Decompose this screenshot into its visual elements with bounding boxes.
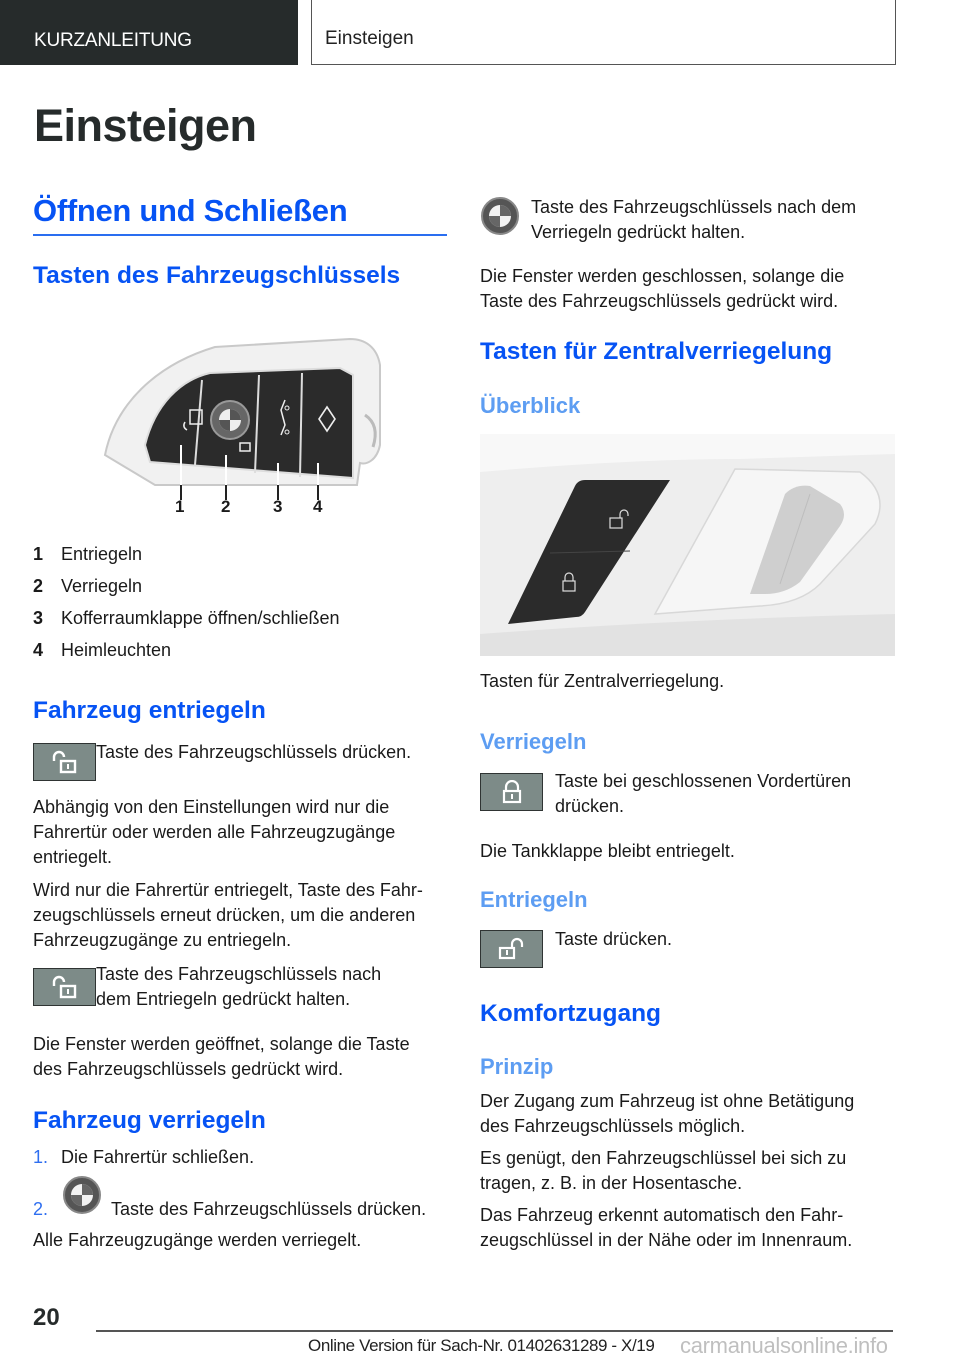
text-line: Taste des Fahrzeugschlüssels gedrückt wird. [480, 291, 839, 311]
lock-step-2 [33, 1197, 61, 1222]
callout-4: 4 [313, 497, 323, 516]
text-line: Die Fenster werden geschlossen, solange die [480, 266, 845, 286]
door-figure-caption: Tasten für Zentralverriegelung. [480, 671, 725, 691]
lock-step-2-text: Taste des Fahrzeugschlüssels drücken. [111, 1199, 427, 1219]
text-line: dem Entriegeln gedrückt halten. [96, 989, 351, 1009]
watermark: carmanualsonline.info [680, 1333, 888, 1358]
text-line: des Fahrzeugschlüssels möglich. [480, 1116, 746, 1136]
step-number: 1. [33, 1147, 49, 1167]
page-title: Einsteigen [34, 100, 257, 151]
page-number: 20 [33, 1304, 60, 1331]
legend-label: Kofferraumklappe öffnen/schließen [61, 607, 340, 628]
text-line: des Fahrzeugschlüssels gedrückt wird. [33, 1059, 344, 1079]
legend-number: 2 [33, 575, 44, 596]
section-tab-label: KURZANLEITUNG [34, 30, 192, 51]
lock-vehicle-heading: Fahrzeug verriegeln [33, 1107, 266, 1134]
step-text: Die Fahrertür schließen. [61, 1147, 255, 1167]
text-line: Das Fahrzeug erkennt automatisch den Fahr- [480, 1205, 844, 1225]
section-divider [33, 234, 447, 236]
text-line: drücken. [555, 796, 625, 816]
unlock-hold-button-icon [33, 968, 96, 1006]
unlock-vehicle-heading: Fahrzeug entriegeln [33, 697, 266, 724]
lock-windows-text [480, 264, 844, 314]
fuel-flap-text: Die Tankklappe bleibt entriegelt. [480, 841, 735, 861]
lock-hold-text [531, 195, 856, 245]
legend-item [33, 570, 340, 602]
text-line: Abhängig von den Einstellungen wird nur die [33, 797, 390, 817]
lock-step-1 [33, 1145, 254, 1170]
text-line: Taste des Fahrzeugschlüssels nach dem [531, 197, 857, 217]
legend-number: 1 [33, 543, 44, 564]
principle-paragraph-3 [480, 1203, 852, 1253]
section-tab [0, 0, 298, 65]
overview-heading: Überblick [480, 393, 581, 418]
principle-paragraph-2 [480, 1146, 846, 1196]
unlock-paragraph-1 [33, 795, 395, 870]
legend-number: 4 [33, 639, 44, 660]
unlock-hold-text [96, 962, 381, 1012]
chapter-tab-label: Einsteigen [325, 28, 414, 49]
door-panel-figure [480, 434, 895, 656]
footer-version-text: Online Version für Sach-Nr. 01402631289 - X/19 [308, 1336, 655, 1355]
step-number: 2. [33, 1199, 49, 1219]
callout-3: 3 [273, 497, 283, 516]
unlock-icon [50, 974, 80, 1000]
text-line: Die Fenster werden geöffnet, solange die Taste [33, 1034, 410, 1054]
text-line: Taste bei geschlossenen Vordertüren [555, 771, 852, 791]
text-line: Der Zugang zum Fahrzeug ist ohne Betätigung [480, 1091, 855, 1111]
text-line: entriegelt. [33, 847, 113, 867]
principle-heading: Prinzip [480, 1054, 554, 1079]
text-line: zeugschlüssels erneut drücken, um die anderen [33, 905, 416, 925]
bmw-roundel-icon [480, 196, 520, 236]
unlock-paragraph-2 [33, 878, 423, 953]
text-line: Es genügt, den Fahrzeugschlüssel bei sich zu [480, 1148, 847, 1168]
bmw-roundel-icon [62, 1175, 102, 1215]
chapter-tab [311, 0, 896, 65]
lock-subheading: Verriegeln [480, 729, 587, 754]
key-fob-figure [95, 335, 390, 520]
legend-number: 3 [33, 607, 44, 628]
unlock-key-button-icon [33, 743, 96, 781]
text-line: Verriegeln gedrückt halten. [531, 222, 746, 242]
unlock-windows-text [33, 1032, 410, 1082]
legend-label: Verriegeln [61, 575, 143, 596]
text-line: Wird nur die Fahrertür entriegelt, Taste des Fahr- [33, 880, 423, 900]
central-unlock-button-icon [480, 930, 543, 968]
central-lock-text [555, 769, 851, 819]
principle-paragraph-1 [480, 1089, 854, 1139]
callout-2: 2 [221, 497, 231, 516]
lock-icon [501, 780, 523, 804]
unlock-icon-text: Taste des Fahrzeugschlüssels drücken. [96, 742, 412, 762]
unlock-icon [50, 749, 80, 775]
lock-result-text: Alle Fahrzeugzugänge werden verriegelt. [33, 1230, 362, 1250]
legend-item [33, 538, 340, 570]
text-line: Taste des Fahrzeugschlüssels nach [96, 964, 382, 984]
unlock-subheading: Entriegeln [480, 887, 588, 912]
text-line: tragen, z. B. in der Hosentasche. [480, 1173, 743, 1193]
footer-divider [96, 1330, 893, 1332]
section-heading: Öffnen und Schließen [33, 193, 348, 228]
text-line: Fahrzeugzugänge zu entriegeln. [33, 930, 292, 950]
central-locking-heading: Tasten für Zentralverriegelung [480, 338, 833, 365]
central-unlock-text: Taste drücken. [555, 929, 673, 949]
central-lock-button-icon [480, 773, 543, 811]
legend-label: Heimleuchten [61, 639, 172, 660]
comfort-access-heading: Komfortzugang [480, 1000, 661, 1027]
text-line: Fahrertür oder werden alle Fahrzeugzugänge [33, 822, 396, 842]
key-buttons-heading: Tasten des Fahrzeugschlüssels [33, 262, 401, 289]
legend-item [33, 634, 340, 666]
callout-1: 1 [175, 497, 185, 516]
text-line: zeugschlüssel in der Nähe oder im Innenraum. [480, 1230, 853, 1250]
legend-item [33, 602, 340, 634]
legend-label: Entriegeln [61, 543, 143, 564]
unlock-icon [497, 937, 527, 961]
key-legend [33, 538, 340, 666]
